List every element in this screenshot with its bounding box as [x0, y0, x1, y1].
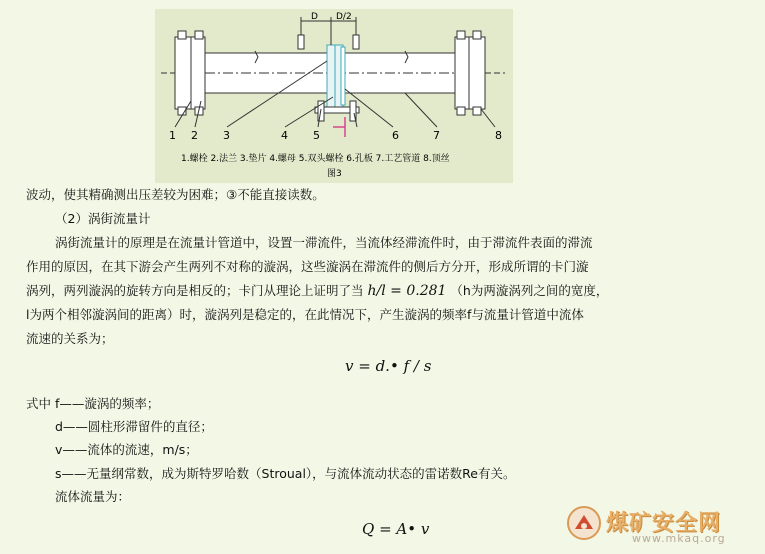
part-number-1: 1	[169, 129, 176, 142]
figure-caption: 1.螺栓 2.法兰 3.垫片 4.螺母 5.双头螺栓 6.孔板 7.工艺管道 8.顶丝	[181, 154, 450, 164]
flow-intro: 流体流量为：	[55, 489, 131, 504]
part-number-7: 7	[433, 129, 440, 142]
where-intro: 式中 f——漩涡的频率；	[26, 396, 160, 411]
part-number-4: 4	[281, 129, 288, 142]
section-heading: （2）涡街流量计	[55, 211, 151, 226]
where-v: v——流体的流速，m/s；	[55, 442, 198, 457]
watermark-name: 煤矿安全网	[606, 511, 722, 536]
paragraph-line-2: 作用的原因，在其下游会产生两列不对称的漩涡，这些漩涡在滞流件的侧后方分开，形成所谓的卡门漩	[26, 259, 589, 274]
part-number-3: 3	[223, 129, 230, 142]
paragraph-line-3-end: （h为两漩涡列之间的宽度，	[450, 283, 609, 298]
text-line-1: 波动，使其精确测出压差较为困难；③不能直接读数。	[26, 187, 325, 202]
paragraph-line-5: 流速的关系为；	[26, 331, 114, 346]
part-number-2: 2	[191, 129, 198, 142]
flow-formula: Q = A• v	[362, 520, 430, 538]
part-number-6: 6	[392, 129, 399, 142]
velocity-formula: v = d.• f / s	[345, 357, 432, 375]
part-number-5: 5	[313, 129, 320, 142]
orifice-plate-diagram	[155, 9, 513, 183]
paragraph-line-3	[26, 283, 608, 299]
paragraph-line-1: 涡街流量计的原理是在流量计管道中，设置一滞流件，当流体经滞流件时，由于滞流件表面的滞流	[55, 235, 593, 250]
dim-d-label: D	[311, 12, 318, 22]
paragraph-line-3-start: 涡列，两列漩涡的旋转方向是相反的；卡门从理论上证明了当	[26, 283, 364, 298]
where-s: s——无量纲常数，成为斯特罗哈数（Stroual），与流体流动状态的雷诺数Re有关。	[55, 466, 516, 481]
dim-d2-label: D/2	[336, 12, 352, 22]
part-number-8: 8	[495, 129, 502, 142]
karman-ratio-formula: h/l = 0.281	[367, 283, 447, 299]
figure-label: 图3	[327, 169, 342, 179]
where-d: d——圆柱形滞留件的直径；	[55, 419, 213, 434]
watermark-seal-icon	[566, 505, 602, 541]
flowmeter-figure	[155, 9, 513, 183]
site-watermark	[562, 503, 760, 549]
watermark-url: www.mkaq.org	[632, 532, 726, 545]
paragraph-line-4: l为两个相邻漩涡间的距离）时，漩涡列是稳定的，在此情况下，产生漩涡的频率f与流量计管道中流体	[26, 307, 584, 322]
